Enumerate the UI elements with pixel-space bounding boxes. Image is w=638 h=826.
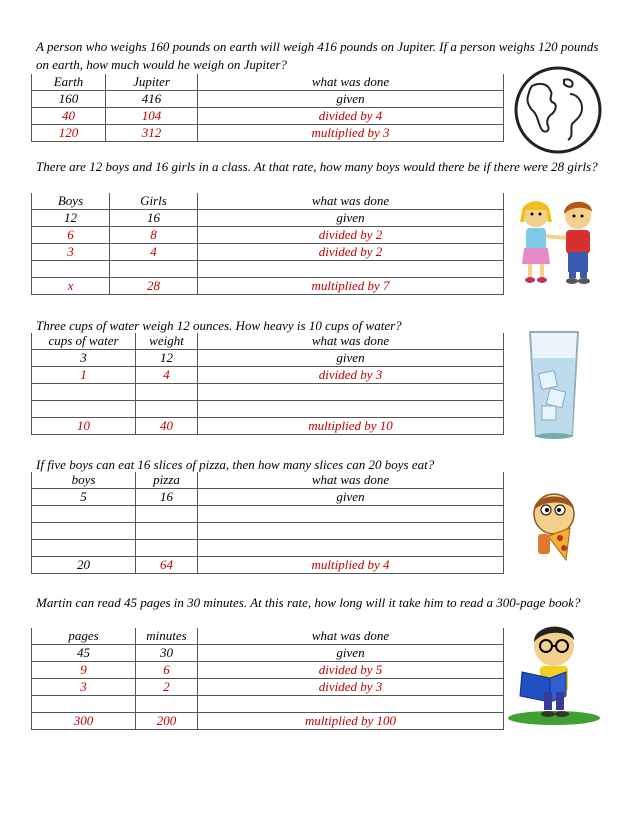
table-row	[32, 679, 504, 696]
table-cell: 4	[136, 367, 198, 384]
table-cell: x	[32, 278, 110, 295]
table-cell: 416	[106, 91, 198, 108]
table-cell: 3	[32, 679, 136, 696]
table-cell: 104	[106, 108, 198, 125]
table-header-row	[32, 628, 504, 645]
table-header-row	[32, 74, 504, 91]
table-header-row	[32, 472, 504, 489]
header-cell: cups of water	[32, 333, 136, 350]
table-cell: 16	[110, 210, 198, 227]
header-cell: Earth	[32, 74, 106, 91]
table-cell: 6	[32, 227, 110, 244]
table-cell: 5	[32, 489, 136, 506]
table-row	[32, 350, 504, 367]
table-cell	[198, 261, 504, 278]
table-cell: 9	[32, 662, 136, 679]
header-cell: what was done	[198, 74, 504, 91]
table-cell: 3	[32, 244, 110, 261]
table-cell: 12	[136, 350, 198, 367]
table-row	[32, 125, 504, 142]
table-cell: 200	[136, 713, 198, 730]
table-cell: given	[198, 489, 504, 506]
table-cell: 3	[32, 350, 136, 367]
table-cell: 1	[32, 367, 136, 384]
table-cell	[32, 506, 136, 523]
table-cell: divided by 4	[198, 108, 504, 125]
table-cell	[32, 696, 136, 713]
table-cell: divided by 2	[198, 227, 504, 244]
table-row	[32, 557, 504, 574]
table-cell	[136, 696, 198, 713]
table-cell: 312	[106, 125, 198, 142]
table-cell: given	[198, 210, 504, 227]
table-row	[32, 227, 504, 244]
table-row	[32, 662, 504, 679]
table-cell	[110, 261, 198, 278]
table-cell: 8	[110, 227, 198, 244]
header-cell: what was done	[198, 333, 504, 350]
table-row	[32, 108, 504, 125]
table-cell: 6	[136, 662, 198, 679]
table-cell	[136, 523, 198, 540]
table-5	[31, 628, 504, 730]
table-cell	[32, 261, 110, 278]
boy-eating-pizza-illustration	[524, 488, 588, 568]
table-cell	[198, 506, 504, 523]
table-cell: divided by 3	[198, 679, 504, 696]
table-cell: 30	[136, 645, 198, 662]
children-illustration	[512, 192, 604, 288]
table-cell: given	[198, 91, 504, 108]
table-cell	[198, 696, 504, 713]
question-1: A person who weighs 160 pounds on earth will weigh 416 pounds on Jupiter. If a person weighs 120 pounds on earth, how much would he weigh on Jupiter?	[36, 39, 599, 72]
table-header-row	[32, 333, 504, 350]
table-cell: divided by 2	[198, 244, 504, 261]
table-cell: multiplied by 4	[198, 557, 504, 574]
table-cell: 28	[110, 278, 198, 295]
table-row	[32, 506, 504, 523]
table-row	[32, 91, 504, 108]
table-cell: 12	[32, 210, 110, 227]
table-cell	[32, 540, 136, 557]
question-3: Three cups of water weigh 12 ounces. How heavy is 10 cups of water?	[36, 318, 402, 333]
table-cell	[198, 540, 504, 557]
header-cell: boys	[32, 472, 136, 489]
table-cell	[136, 506, 198, 523]
table-3	[31, 333, 504, 435]
question-5: Martin can read 45 pages in 30 minutes. At this rate, how long will it take him to read a 300-page book?	[36, 595, 581, 610]
table-row	[32, 713, 504, 730]
table-cell: 300	[32, 713, 136, 730]
table-cell	[136, 384, 198, 401]
table-cell: 10	[32, 418, 136, 435]
header-cell: pages	[32, 628, 136, 645]
table-cell: 20	[32, 557, 136, 574]
header-cell: Boys	[32, 193, 110, 210]
header-cell: Girls	[110, 193, 198, 210]
table-cell: 40	[136, 418, 198, 435]
table-cell: divided by 3	[198, 367, 504, 384]
table-cell	[198, 523, 504, 540]
table-cell	[136, 540, 198, 557]
table-cell: 45	[32, 645, 136, 662]
table-row	[32, 489, 504, 506]
table-cell: 120	[32, 125, 106, 142]
table-row	[32, 696, 504, 713]
table-row	[32, 278, 504, 295]
table-1	[31, 74, 504, 142]
table-cell: 160	[32, 91, 106, 108]
header-cell: pizza	[136, 472, 198, 489]
table-row	[32, 523, 504, 540]
table-cell	[32, 384, 136, 401]
header-cell: Jupiter	[106, 74, 198, 91]
table-row	[32, 418, 504, 435]
table-cell: multiplied by 3	[198, 125, 504, 142]
table-cell	[136, 401, 198, 418]
table-header-row	[32, 193, 504, 210]
table-row	[32, 540, 504, 557]
table-cell	[32, 401, 136, 418]
table-cell	[32, 523, 136, 540]
table-row	[32, 367, 504, 384]
table-row	[32, 645, 504, 662]
table-cell: 4	[110, 244, 198, 261]
table-cell: given	[198, 350, 504, 367]
water-glass-illustration	[526, 328, 582, 442]
header-cell: weight	[136, 333, 198, 350]
table-row	[32, 261, 504, 278]
table-cell: multiplied by 100	[198, 713, 504, 730]
header-cell: minutes	[136, 628, 198, 645]
table-cell	[198, 401, 504, 418]
table-cell: given	[198, 645, 504, 662]
table-row	[32, 384, 504, 401]
table-cell: multiplied by 10	[198, 418, 504, 435]
question-2: There are 12 boys and 16 girls in a class. At that rate, how many boys would there be if there were 28 girls?	[36, 159, 598, 174]
header-cell: what was done	[198, 472, 504, 489]
table-row	[32, 401, 504, 418]
table-2	[31, 193, 504, 295]
question-4: If five boys can eat 16 slices of pizza, then how many slices can 20 boys eat?	[36, 457, 435, 472]
table-cell: multiplied by 7	[198, 278, 504, 295]
table-cell: 2	[136, 679, 198, 696]
table-row	[32, 210, 504, 227]
globe-illustration	[512, 64, 604, 156]
table-cell: 16	[136, 489, 198, 506]
table-cell	[198, 384, 504, 401]
table-4	[31, 472, 504, 574]
table-row	[32, 244, 504, 261]
table-cell: divided by 5	[198, 662, 504, 679]
header-cell: what was done	[198, 628, 504, 645]
boy-reading-illustration	[504, 622, 604, 726]
header-cell: what was done	[198, 193, 504, 210]
table-cell: 64	[136, 557, 198, 574]
table-cell: 40	[32, 108, 106, 125]
